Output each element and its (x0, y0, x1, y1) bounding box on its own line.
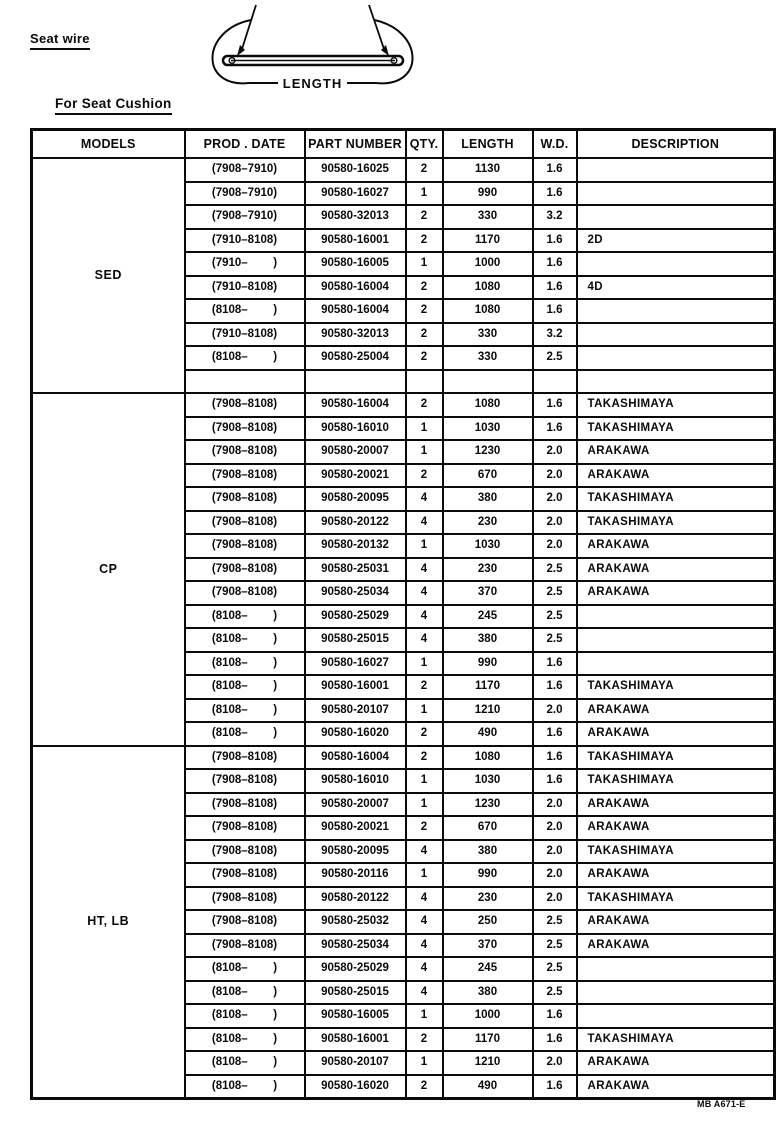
table-body (32, 158, 775, 1099)
cell-length: 380 (443, 840, 533, 864)
cell-qty: 4 (406, 887, 443, 911)
cell-prod-date: (7908–8108) (185, 581, 305, 605)
cell-description (577, 323, 775, 347)
cell-part-number: 90580-32013 (305, 205, 406, 229)
header-length: LENGTH (443, 130, 533, 159)
cell-prod-date (185, 370, 305, 394)
cell-prod-date: (8108– ) (185, 299, 305, 323)
cell-description: TAKASHIMAYA (577, 675, 775, 699)
cell-wd: 2.5 (533, 628, 577, 652)
cell-wd: 1.6 (533, 158, 577, 182)
cell-qty: 1 (406, 769, 443, 793)
cell-prod-date: (7908–8108) (185, 934, 305, 958)
cell-length: 1210 (443, 1051, 533, 1075)
cell-description: TAKASHIMAYA (577, 417, 775, 441)
cell-qty: 2 (406, 1028, 443, 1052)
cell-prod-date: (8108– ) (185, 1051, 305, 1075)
cell-wd: 2.0 (533, 840, 577, 864)
cell-part-number: 90580-20007 (305, 793, 406, 817)
cell-wd: 2.5 (533, 981, 577, 1005)
cell-qty: 1 (406, 1051, 443, 1075)
cell-wd: 1.6 (533, 252, 577, 276)
cell-qty: 1 (406, 863, 443, 887)
cell-description: ARAKAWA (577, 793, 775, 817)
cell-qty: 4 (406, 957, 443, 981)
cell-part-number: 90580-20122 (305, 887, 406, 911)
cell-wd: 2.5 (533, 581, 577, 605)
cell-length: 1170 (443, 675, 533, 699)
cell-description (577, 299, 775, 323)
cell-description: TAKASHIMAYA (577, 487, 775, 511)
cell-description (577, 628, 775, 652)
cell-part-number: 90580-20122 (305, 511, 406, 535)
cell-part-number: 90580-25029 (305, 957, 406, 981)
cell-qty: 2 (406, 816, 443, 840)
cell-length: 1030 (443, 769, 533, 793)
page-title: Seat wire (30, 31, 90, 50)
cell-length (443, 370, 533, 394)
cell-prod-date: (8108– ) (185, 957, 305, 981)
cell-part-number: 90580-25034 (305, 581, 406, 605)
cell-wd: 2.0 (533, 440, 577, 464)
cell-qty: 4 (406, 605, 443, 629)
cell-length: 1170 (443, 1028, 533, 1052)
cell-wd: 2.5 (533, 346, 577, 370)
cell-qty: 2 (406, 346, 443, 370)
cell-length: 670 (443, 816, 533, 840)
cell-description: TAKASHIMAYA (577, 511, 775, 535)
cell-qty: 1 (406, 652, 443, 676)
cell-length: 250 (443, 910, 533, 934)
cell-wd: 2.5 (533, 605, 577, 629)
cell-prod-date: (8108– ) (185, 346, 305, 370)
cell-length: 245 (443, 957, 533, 981)
cell-length: 1080 (443, 393, 533, 417)
cell-length: 245 (443, 605, 533, 629)
cell-description: ARAKAWA (577, 440, 775, 464)
cell-prod-date: (7908–7910) (185, 158, 305, 182)
cell-description: 2D (577, 229, 775, 253)
cell-length: 990 (443, 182, 533, 206)
cell-prod-date: (8108– ) (185, 981, 305, 1005)
cell-description (577, 981, 775, 1005)
cell-part-number: 90580-16005 (305, 252, 406, 276)
cell-part-number: 90580-16010 (305, 769, 406, 793)
cell-qty: 2 (406, 299, 443, 323)
cell-wd: 1.6 (533, 652, 577, 676)
cell-prod-date: (8108– ) (185, 652, 305, 676)
cell-part-number: 90580-20095 (305, 840, 406, 864)
cell-wd: 2.5 (533, 957, 577, 981)
cell-length: 670 (443, 464, 533, 488)
cell-length: 1080 (443, 746, 533, 770)
cell-description: ARAKAWA (577, 464, 775, 488)
cell-wd: 1.6 (533, 675, 577, 699)
cell-length: 380 (443, 487, 533, 511)
cell-length: 230 (443, 511, 533, 535)
cell-qty: 1 (406, 793, 443, 817)
cell-wd: 1.6 (533, 299, 577, 323)
cell-description: ARAKAWA (577, 581, 775, 605)
cell-qty: 4 (406, 487, 443, 511)
cell-part-number: 90580-16001 (305, 229, 406, 253)
cell-prod-date: (7910–8108) (185, 323, 305, 347)
cell-prod-date: (7908–8108) (185, 464, 305, 488)
cell-part-number: 90580-16004 (305, 746, 406, 770)
cell-description (577, 158, 775, 182)
header-prod-date: PROD . DATE (185, 130, 305, 159)
cell-description (577, 957, 775, 981)
cell-wd: 1.6 (533, 417, 577, 441)
model-cell: SED (32, 158, 185, 393)
cell-prod-date: (8108– ) (185, 1075, 305, 1099)
parts-table (30, 128, 776, 1100)
cell-prod-date: (7908–8108) (185, 793, 305, 817)
cell-wd: 3.2 (533, 323, 577, 347)
cell-prod-date: (8108– ) (185, 699, 305, 723)
header-wd: W.D. (533, 130, 577, 159)
cell-part-number (305, 370, 406, 394)
cell-qty: 2 (406, 1075, 443, 1099)
cell-wd: 2.0 (533, 511, 577, 535)
cell-prod-date: (8108– ) (185, 1028, 305, 1052)
cell-wd (533, 370, 577, 394)
cell-qty: 4 (406, 840, 443, 864)
cell-qty: 2 (406, 393, 443, 417)
cell-description: ARAKAWA (577, 699, 775, 723)
cell-wd: 1.6 (533, 182, 577, 206)
cell-qty: 2 (406, 464, 443, 488)
cell-length: 1170 (443, 229, 533, 253)
cell-description: ARAKAWA (577, 1051, 775, 1075)
seat-wire-diagram (193, 4, 431, 100)
cell-prod-date: (7910– ) (185, 252, 305, 276)
cell-prod-date: (7908–8108) (185, 558, 305, 582)
cell-length: 1230 (443, 440, 533, 464)
cell-wd: 1.6 (533, 1004, 577, 1028)
cell-qty: 1 (406, 182, 443, 206)
cell-qty: 4 (406, 981, 443, 1005)
cell-qty: 2 (406, 205, 443, 229)
cell-length: 1000 (443, 252, 533, 276)
cell-prod-date: (7908–8108) (185, 863, 305, 887)
cell-qty (406, 370, 443, 394)
cell-length: 1030 (443, 534, 533, 558)
cell-prod-date: (7908–7910) (185, 182, 305, 206)
cell-wd: 2.0 (533, 534, 577, 558)
cell-part-number: 90580-16020 (305, 1075, 406, 1099)
cell-description: ARAKAWA (577, 534, 775, 558)
table-row (32, 746, 775, 770)
cell-part-number: 90580-16004 (305, 276, 406, 300)
cell-wd: 1.6 (533, 746, 577, 770)
right-leader-line (369, 5, 384, 49)
cell-length: 990 (443, 863, 533, 887)
cell-length: 1030 (443, 417, 533, 441)
cell-description: ARAKAWA (577, 722, 775, 746)
cell-length: 1080 (443, 299, 533, 323)
cell-description: ARAKAWA (577, 934, 775, 958)
cell-description: TAKASHIMAYA (577, 769, 775, 793)
cell-length: 990 (443, 652, 533, 676)
header-models: MODELS (32, 130, 185, 159)
drawing-code: MB A671-E (697, 1099, 746, 1109)
cell-qty: 2 (406, 158, 443, 182)
cell-length: 370 (443, 581, 533, 605)
cell-description (577, 252, 775, 276)
cell-wd: 2.5 (533, 934, 577, 958)
cell-wd: 2.0 (533, 699, 577, 723)
cell-description: ARAKAWA (577, 816, 775, 840)
cell-description: 4D (577, 276, 775, 300)
cell-prod-date: (7908–7910) (185, 205, 305, 229)
cell-description: ARAKAWA (577, 558, 775, 582)
cell-qty: 4 (406, 628, 443, 652)
cell-wd: 1.6 (533, 769, 577, 793)
cell-prod-date: (7908–8108) (185, 534, 305, 558)
cell-wd: 2.0 (533, 863, 577, 887)
cell-part-number: 90580-16025 (305, 158, 406, 182)
cell-length: 380 (443, 981, 533, 1005)
cell-part-number: 90580-16027 (305, 182, 406, 206)
cell-wd: 2.0 (533, 487, 577, 511)
cell-prod-date: (7908–8108) (185, 910, 305, 934)
cell-length: 1230 (443, 793, 533, 817)
cell-part-number: 90580-25032 (305, 910, 406, 934)
cell-qty: 1 (406, 1004, 443, 1028)
cell-description: TAKASHIMAYA (577, 393, 775, 417)
table-header (32, 130, 775, 159)
cell-description (577, 605, 775, 629)
header-qty: QTY. (406, 130, 443, 159)
cell-wd: 2.0 (533, 793, 577, 817)
header-part-number: PART NUMBER (305, 130, 406, 159)
left-dimension-curl (212, 20, 251, 83)
model-cell: CP (32, 393, 185, 746)
cell-prod-date: (8108– ) (185, 628, 305, 652)
cell-length: 330 (443, 346, 533, 370)
cell-wd: 2.0 (533, 887, 577, 911)
cell-description (577, 370, 775, 394)
cell-description: ARAKAWA (577, 910, 775, 934)
cell-part-number: 90580-20021 (305, 816, 406, 840)
model-cell: HT, LB (32, 746, 185, 1099)
cell-length: 330 (443, 205, 533, 229)
cell-prod-date: (8108– ) (185, 722, 305, 746)
header-description: DESCRIPTION (577, 130, 775, 159)
cell-wd: 1.6 (533, 722, 577, 746)
cell-prod-date: (8108– ) (185, 675, 305, 699)
cell-qty: 1 (406, 699, 443, 723)
diagram-length-label: LENGTH (282, 76, 343, 91)
cell-prod-date: (7908–8108) (185, 887, 305, 911)
cell-prod-date: (7908–8108) (185, 511, 305, 535)
cell-part-number: 90580-16004 (305, 299, 406, 323)
cell-prod-date: (7908–8108) (185, 816, 305, 840)
cell-part-number: 90580-20116 (305, 863, 406, 887)
cell-qty: 1 (406, 252, 443, 276)
cell-description: ARAKAWA (577, 863, 775, 887)
cell-wd: 1.6 (533, 393, 577, 417)
cell-prod-date: (8108– ) (185, 1004, 305, 1028)
cell-description (577, 1004, 775, 1028)
cell-qty: 1 (406, 417, 443, 441)
cell-length: 1000 (443, 1004, 533, 1028)
cell-length: 1130 (443, 158, 533, 182)
cell-length: 370 (443, 934, 533, 958)
cell-wd: 1.6 (533, 229, 577, 253)
cell-wd: 2.5 (533, 910, 577, 934)
cell-qty: 2 (406, 229, 443, 253)
cell-qty: 4 (406, 910, 443, 934)
cell-prod-date: (7908–8108) (185, 393, 305, 417)
cell-qty: 1 (406, 534, 443, 558)
cell-length: 1210 (443, 699, 533, 723)
cell-description (577, 652, 775, 676)
cell-qty: 2 (406, 323, 443, 347)
cell-wd: 1.6 (533, 276, 577, 300)
cell-description: TAKASHIMAYA (577, 840, 775, 864)
cell-part-number: 90580-25034 (305, 934, 406, 958)
cell-description: TAKASHIMAYA (577, 887, 775, 911)
cell-qty: 4 (406, 934, 443, 958)
cell-part-number: 90580-25004 (305, 346, 406, 370)
cell-prod-date: (7908–8108) (185, 840, 305, 864)
cell-length: 230 (443, 887, 533, 911)
left-leader-line (242, 5, 256, 49)
cell-part-number: 90580-20132 (305, 534, 406, 558)
cell-part-number: 90580-25029 (305, 605, 406, 629)
cell-part-number: 90580-20021 (305, 464, 406, 488)
cell-description: ARAKAWA (577, 1075, 775, 1099)
cell-length: 330 (443, 323, 533, 347)
cell-wd: 2.0 (533, 1051, 577, 1075)
cell-prod-date: (7908–8108) (185, 769, 305, 793)
cell-prod-date: (7908–8108) (185, 487, 305, 511)
cell-description: TAKASHIMAYA (577, 746, 775, 770)
cell-qty: 4 (406, 581, 443, 605)
cell-prod-date: (7910–8108) (185, 276, 305, 300)
cell-part-number: 90580-16001 (305, 1028, 406, 1052)
cell-part-number: 90580-20107 (305, 1051, 406, 1075)
cell-length: 490 (443, 1075, 533, 1099)
cell-qty: 2 (406, 276, 443, 300)
table-row (32, 393, 775, 417)
cell-part-number: 90580-16004 (305, 393, 406, 417)
left-arrowhead-icon (237, 45, 245, 56)
cell-description: TAKASHIMAYA (577, 1028, 775, 1052)
cell-wd: 1.6 (533, 1075, 577, 1099)
cell-prod-date: (8108– ) (185, 605, 305, 629)
cell-part-number: 90580-16010 (305, 417, 406, 441)
section-subtitle: For Seat Cushion (55, 96, 172, 115)
cell-wd: 3.2 (533, 205, 577, 229)
table-row (32, 158, 775, 182)
cell-part-number: 90580-16020 (305, 722, 406, 746)
cell-prod-date: (7908–8108) (185, 417, 305, 441)
header-row (32, 130, 775, 159)
cell-part-number: 90580-16027 (305, 652, 406, 676)
cell-wd: 1.6 (533, 1028, 577, 1052)
cell-part-number: 90580-32013 (305, 323, 406, 347)
cell-length: 1080 (443, 276, 533, 300)
cell-wd: 2.0 (533, 816, 577, 840)
cell-qty: 2 (406, 746, 443, 770)
cell-part-number: 90580-20007 (305, 440, 406, 464)
right-dimension-curl (374, 20, 413, 83)
cell-part-number: 90580-25031 (305, 558, 406, 582)
cell-qty: 4 (406, 511, 443, 535)
cell-prod-date: (7910–8108) (185, 229, 305, 253)
cell-description (577, 182, 775, 206)
cell-part-number: 90580-16005 (305, 1004, 406, 1028)
cell-prod-date: (7908–8108) (185, 440, 305, 464)
cell-length: 490 (443, 722, 533, 746)
cell-part-number: 90580-20095 (305, 487, 406, 511)
cell-description (577, 346, 775, 370)
cell-part-number: 90580-25015 (305, 981, 406, 1005)
cell-part-number: 90580-16001 (305, 675, 406, 699)
cell-qty: 2 (406, 722, 443, 746)
cell-length: 230 (443, 558, 533, 582)
cell-description (577, 205, 775, 229)
cell-wd: 2.5 (533, 558, 577, 582)
cell-length: 380 (443, 628, 533, 652)
cell-qty: 4 (406, 558, 443, 582)
cell-prod-date: (7908–8108) (185, 746, 305, 770)
cell-part-number: 90580-20107 (305, 699, 406, 723)
cell-qty: 2 (406, 675, 443, 699)
cell-wd: 2.0 (533, 464, 577, 488)
cell-qty: 1 (406, 440, 443, 464)
cell-part-number: 90580-25015 (305, 628, 406, 652)
right-arrowhead-icon (381, 45, 389, 56)
